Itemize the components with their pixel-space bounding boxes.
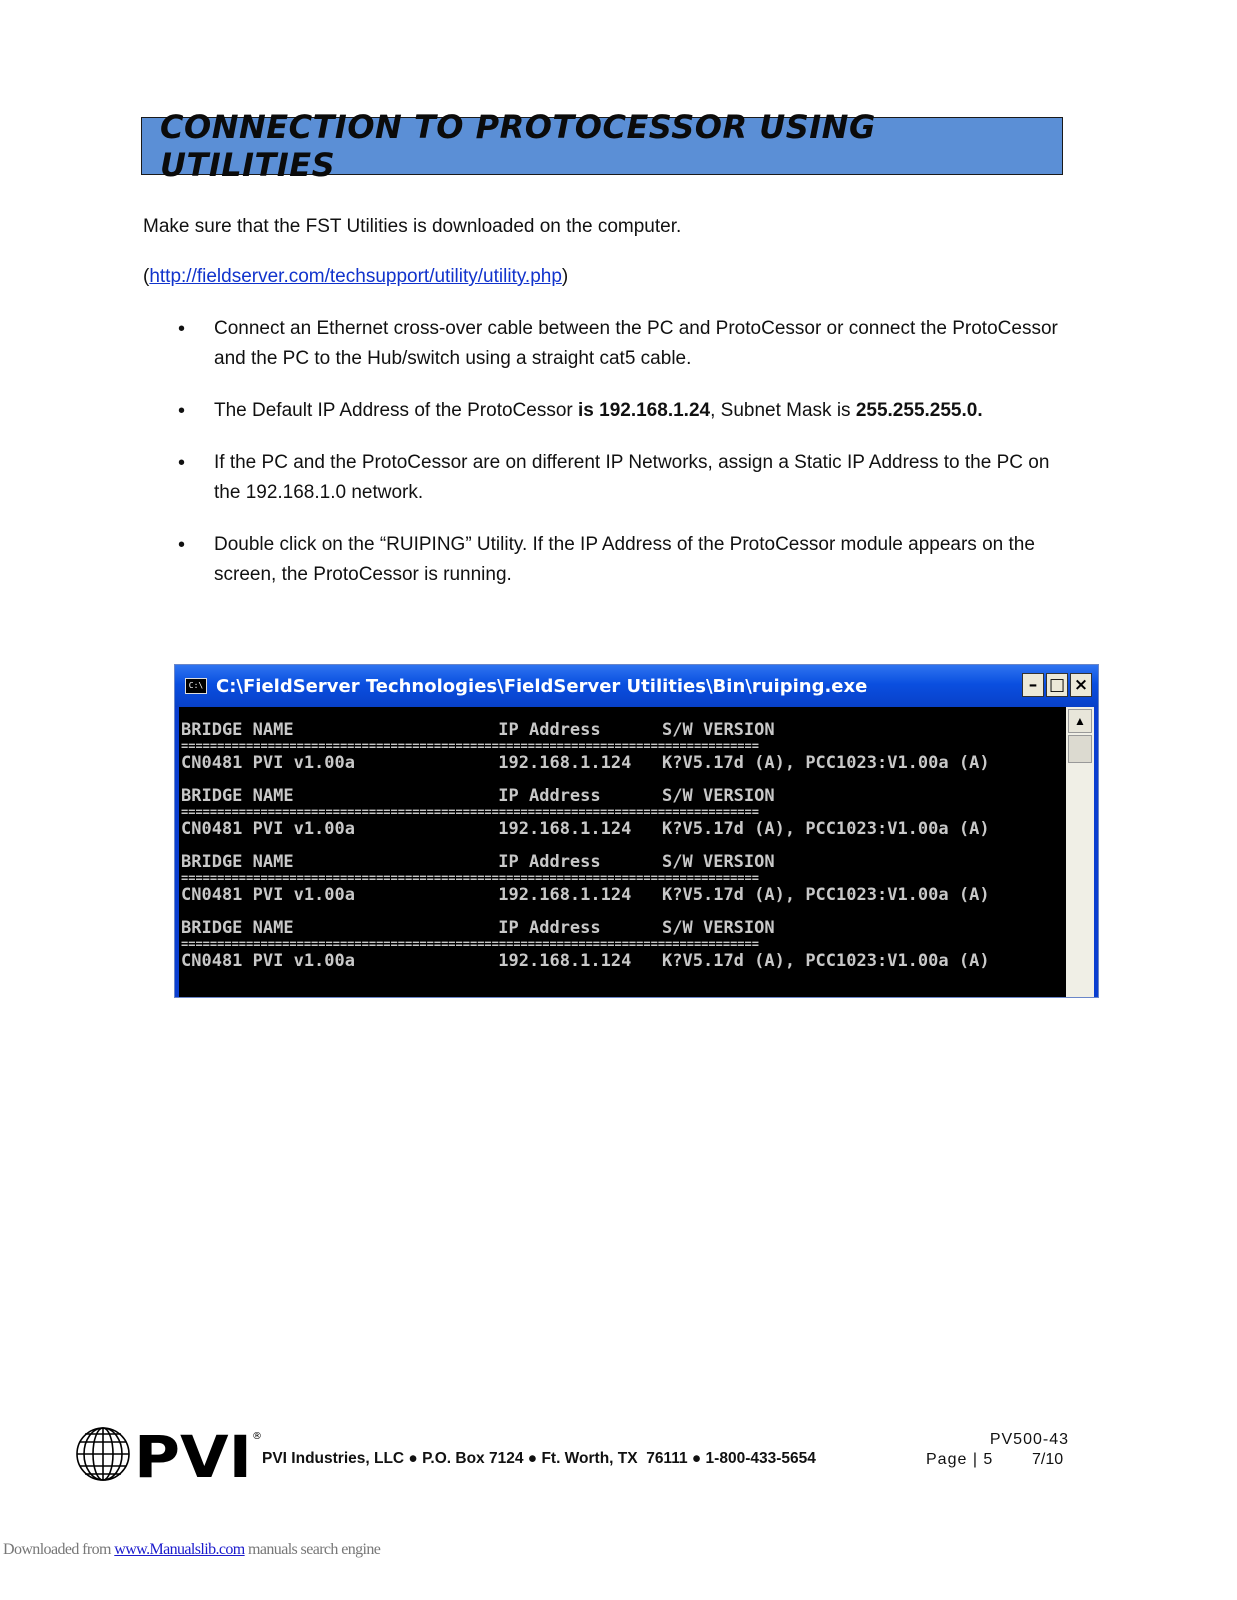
list-item <box>143 314 1063 374</box>
console-lines <box>181 719 990 972</box>
scroll-thumb[interactable] <box>1068 735 1092 763</box>
document-number: PV500-43 <box>989 1431 1069 1448</box>
console-app-icon[interactable]: C:\ <box>185 678 207 694</box>
bullet-text: If the PC and the ProtoCessor are on different IP Networks, assign a Static IP Address to the PC on the 192.168.1.0 network. <box>214 452 1050 503</box>
console-data-line: CN0481 PVI v1.00a 192.168.1.124 K?V5.17d (A), PCC1023:V1.00a (A) <box>181 819 990 839</box>
console-title: C:\FieldServer Technologies\FieldServer Utilities\Bin\ruiping.exe <box>216 675 868 697</box>
download-prefix: Downloaded from <box>3 1541 115 1558</box>
subnet-mask: 255.255.255.0. <box>855 400 983 421</box>
utility-download-link[interactable]: http://fieldserver.com/techsupport/utility/utility.php <box>149 266 562 287</box>
console-header-line: BRIDGE NAME IP Address S/W VERSION <box>181 918 775 938</box>
bullet-icon: • <box>178 318 186 340</box>
window-controls <box>1022 673 1092 697</box>
console-title-bar[interactable] <box>175 665 1098 707</box>
company-address: PVI Industries, LLC ● P.O. Box 7124 ● Ft. Worth, TX 76111 ● 1-800-433-5654 <box>262 1450 816 1467</box>
scroll-up-arrow-icon[interactable]: ▲ <box>1068 709 1092 733</box>
registered-mark: ® <box>252 1431 262 1442</box>
console-output[interactable] <box>179 707 1066 997</box>
list-item <box>143 448 1063 508</box>
default-ip-address: is 192.168.1.24 <box>578 400 711 421</box>
ruiping-console-window <box>174 664 1099 998</box>
bullet-text-mid: , Subnet Mask is <box>710 400 856 421</box>
revision-date: 7/10 <box>1032 1451 1064 1468</box>
download-notice <box>3 1541 380 1559</box>
console-separator-line: ================================================================================ <box>181 939 759 950</box>
section-heading-box <box>141 108 1063 184</box>
pvi-logo <box>74 1425 264 1483</box>
console-separator-line: ================================================================================ <box>181 807 759 818</box>
console-data-line: CN0481 PVI v1.00a 192.168.1.124 K?V5.17d (A), PCC1023:V1.00a (A) <box>181 951 990 971</box>
manualslib-link[interactable]: www.Manualslib.com <box>114 1541 245 1558</box>
console-header-line: BRIDGE NAME IP Address S/W VERSION <box>181 720 775 740</box>
section-heading: CONNECTION TO PROTOCESSOR USING UTILITIES <box>160 108 876 184</box>
list-item <box>143 396 1063 426</box>
intro-paragraph: Make sure that the FST Utilities is downloaded on the computer. <box>143 216 682 237</box>
instruction-list <box>143 314 1063 612</box>
bullet-text: Connect an Ethernet cross-over cable between the PC and ProtoCessor or connect the ProtoCessor and the PC to the Hub/switch using a straight cat5 cable. <box>214 318 1058 369</box>
close-button[interactable]: × <box>1070 673 1092 697</box>
bullet-icon: • <box>178 452 186 474</box>
download-suffix: manuals search engine <box>244 1541 381 1558</box>
console-header-line: BRIDGE NAME IP Address S/W VERSION <box>181 786 775 806</box>
link-open-paren: ( <box>143 266 150 287</box>
console-data-line: CN0481 PVI v1.00a 192.168.1.124 K?V5.17d (A), PCC1023:V1.00a (A) <box>181 885 990 905</box>
page-number: Page | 5 <box>926 1451 994 1468</box>
link-close-paren: ) <box>561 266 569 287</box>
console-header-line: BRIDGE NAME IP Address S/W VERSION <box>181 852 775 872</box>
bullet-text-pre: The Default IP Address of the ProtoCessor <box>214 400 579 421</box>
list-item <box>143 530 1063 590</box>
minimize-button[interactable]: – <box>1022 673 1044 697</box>
bullet-text: Double click on the “RUIPING” Utility. If the IP Address of the ProtoCessor module appears on the screen, the ProtoCessor is running. <box>214 534 1035 585</box>
console-separator-line: ================================================================================ <box>181 873 759 884</box>
utility-link-line <box>143 262 568 292</box>
globe-icon <box>77 1428 129 1480</box>
bullet-icon: • <box>178 534 186 556</box>
vertical-scrollbar[interactable] <box>1066 707 1094 997</box>
maximize-button[interactable]: □ <box>1046 673 1068 697</box>
pvi-logo-text: PVI <box>134 1425 252 1483</box>
bullet-icon: • <box>178 400 186 422</box>
console-separator-line: ================================================================================ <box>181 741 759 752</box>
console-data-line: CN0481 PVI v1.00a 192.168.1.124 K?V5.17d (A), PCC1023:V1.00a (A) <box>181 753 990 773</box>
